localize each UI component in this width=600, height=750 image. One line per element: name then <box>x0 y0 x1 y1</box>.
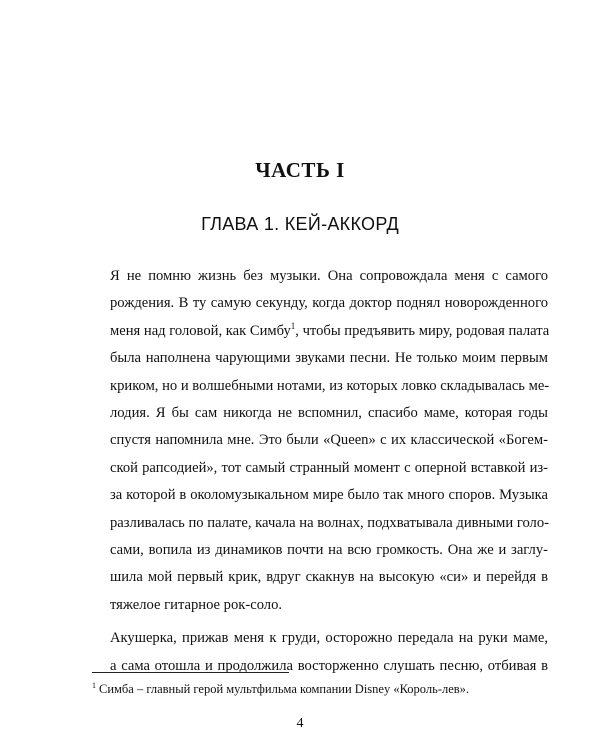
text-line: криком, но и волшебными нотами, из которых ловко складывалась ме- <box>110 377 550 394</box>
footnote-text: Симба – главный герой мультфильма компании Disney «Король-лев». <box>99 682 470 696</box>
chapter-title: ГЛАВА 1. КЕЙ-АККОРД <box>201 214 399 234</box>
body-text <box>92 263 548 686</box>
text-line: сами, вопила из динамиков почти на всю громкость. Она же и заглу- <box>110 542 548 559</box>
paragraph-1 <box>92 263 548 619</box>
footnote <box>92 681 552 697</box>
text-line: разливалась по палате, качала на волнах, подхватывала дивными голо- <box>110 514 549 531</box>
page-number: 4 <box>296 716 304 731</box>
footnote-divider <box>92 672 289 673</box>
text-line-tail: , чтобы предъявить миру, родовая палата <box>295 322 550 339</box>
text-line: шила мой первый крик, вдруг скакнув на высокую «си» и перейдя в <box>110 569 548 586</box>
text-line-with-footnote <box>92 318 548 345</box>
text-line: Акушерка, прижав меня к груди, осторожно передала на руки маме, <box>110 630 548 647</box>
text-line: Я не помню жизнь без музыки. Она сопровождала меня с самого <box>110 268 548 284</box>
text-line: тяжелое гитарное рок-соло. <box>110 596 283 613</box>
footnote-reference[interactable]: 1 <box>290 320 296 331</box>
part-title: ЧАСТЬ I <box>255 158 345 182</box>
text-line: рождения. В ту самую секунду, когда доктор поднял новорожденного <box>110 295 548 312</box>
text-line-head: меня над головой, как Симбу <box>110 322 291 339</box>
text-line: за которой в околомузыкальном мире было так много споров. Музыка <box>110 487 548 504</box>
text-line: спустя напомнила мне. Это были «Queen» с их классической «Богем- <box>110 432 548 449</box>
text-line: была наполнена чарующими звуками песни. Не только моим первым <box>110 350 548 367</box>
text-line: а сама отошла и продолжила восторженно слушать песню, отбивая в <box>110 657 548 674</box>
text-line: ской рапсодией», тот самый странный момент с оперной вставкой из- <box>110 459 548 476</box>
text-line: лодия. Я бы сам никогда не вспомнил, спасибо маме, которая годы <box>110 405 548 422</box>
footnote-marker: 1 <box>92 680 96 690</box>
